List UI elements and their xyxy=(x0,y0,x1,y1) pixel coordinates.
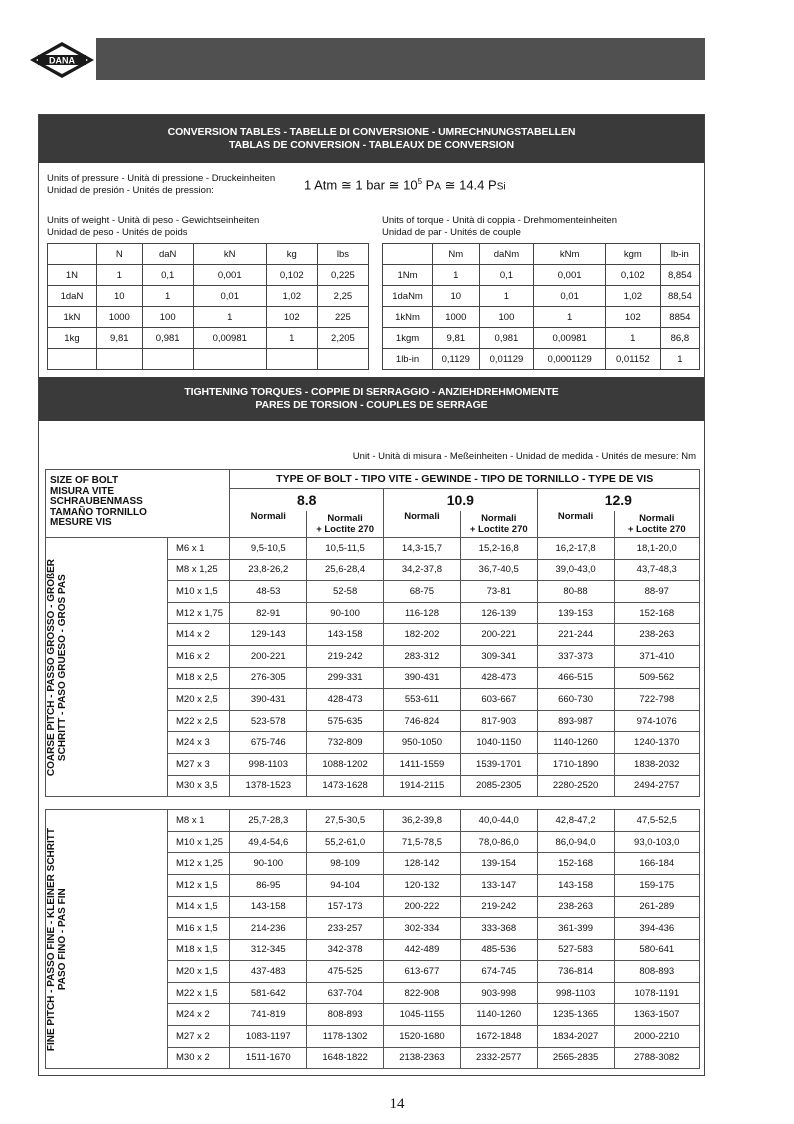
torque-units-row xyxy=(383,286,700,307)
bolt-size: M27 x 3 xyxy=(168,753,230,775)
bolt-size: M22 x 1,5 xyxy=(168,982,230,1004)
dana-logo xyxy=(28,40,96,80)
torque-units-cell: 1,02 xyxy=(605,286,660,307)
torque-value: 47,5-52,5 xyxy=(614,810,700,832)
torque-value: 736-814 xyxy=(537,961,614,983)
torque-value: 998-1103 xyxy=(537,982,614,1004)
torque-value: 152-168 xyxy=(537,853,614,875)
torque-value: 16,2-17,8 xyxy=(537,538,614,560)
bolt-size: M14 x 2 xyxy=(168,624,230,646)
bolt-size: M24 x 3 xyxy=(168,732,230,754)
torque-value: 18,1-20,0 xyxy=(614,538,700,560)
torque-value: 808-893 xyxy=(614,961,700,983)
torque-value: 580-641 xyxy=(614,939,700,961)
weight-table xyxy=(47,243,369,370)
torque-value: 613-677 xyxy=(384,961,461,983)
col-normali-loctite: Normali + Loctite 270 xyxy=(307,511,384,538)
torque-value: 527-583 xyxy=(537,939,614,961)
torque-value: 1045-1155 xyxy=(384,1004,461,1026)
torque-value: 1473-1628 xyxy=(307,775,384,797)
conversion-title xyxy=(39,115,704,163)
coarse-label-cell xyxy=(46,538,168,797)
bolt-size: M12 x 1,75 xyxy=(168,602,230,624)
torque-value: 23,8-26,2 xyxy=(230,559,307,581)
weight-cell: 9,81 xyxy=(96,328,142,349)
torque-value: 139-153 xyxy=(537,602,614,624)
torque-units-cell: 88,54 xyxy=(660,286,699,307)
torque-value: 509-562 xyxy=(614,667,700,689)
bolt-size: M8 x 1,25 xyxy=(168,559,230,581)
torque-value: 159-175 xyxy=(614,874,700,896)
weight-label-line2: Unidad de peso - Unités de poids xyxy=(47,226,188,238)
torque-value: 48-53 xyxy=(230,581,307,603)
weight-cell xyxy=(142,349,193,370)
bolt-size: M30 x 3,5 xyxy=(168,775,230,797)
torque-value: 371-410 xyxy=(614,645,700,667)
bolt-size: M30 x 2 xyxy=(168,1047,230,1069)
weight-cell xyxy=(266,349,317,370)
torque-value: 309-341 xyxy=(460,645,537,667)
weight-label-line1: Units of weight - Unità di peso - Gewichtseinheiten xyxy=(47,215,260,226)
weight-cell: 0,102 xyxy=(266,265,317,286)
torque-units-cell: 0,0001129 xyxy=(534,349,606,370)
brand-name: DANA xyxy=(49,55,75,66)
grade-12-9: 12.9 xyxy=(537,489,699,512)
weight-header-cell: daN xyxy=(142,244,193,265)
torque-value: 2565-2835 xyxy=(537,1047,614,1069)
bolt-size: M18 x 2,5 xyxy=(168,667,230,689)
bolt-size: M10 x 1,5 xyxy=(168,581,230,603)
torque-units-cell: 102 xyxy=(605,307,660,328)
torque-value: 466-515 xyxy=(537,667,614,689)
torque-value: 261-289 xyxy=(614,896,700,918)
weight-cell: 0,981 xyxy=(142,328,193,349)
torque-value: 722-798 xyxy=(614,689,700,711)
torque-value: 55,2-61,0 xyxy=(307,831,384,853)
weight-header-cell: kN xyxy=(193,244,266,265)
torque-value: 1040-1150 xyxy=(460,732,537,754)
torque-value: 333-368 xyxy=(460,918,537,940)
bolt-size: M27 x 2 xyxy=(168,1026,230,1048)
torque-units-header-cell: daNm xyxy=(479,244,534,265)
torque-value: 2280-2520 xyxy=(537,775,614,797)
torque-value: 86,0-94,0 xyxy=(537,831,614,853)
torque-units-cell: 8,854 xyxy=(660,265,699,286)
torque-value: 674-745 xyxy=(460,961,537,983)
weight-cell: 225 xyxy=(317,307,368,328)
torque-units-cell: 0,102 xyxy=(605,265,660,286)
torque-value: 283-312 xyxy=(384,645,461,667)
weight-row xyxy=(48,349,369,370)
torque-units-cell: 1Nm xyxy=(383,265,433,286)
torque-value: 581-642 xyxy=(230,982,307,1004)
tightening-title-line1: TIGHTENING TORQUES - COPPIE DI SERRAGGIO - ANZIEHDREHMOMENTE xyxy=(184,386,559,398)
torque-value: 139-154 xyxy=(460,853,537,875)
type-of-bolt-header: TYPE OF BOLT - TIPO VITE - GEWINDE - TIPO DE TORNILLO - TYPE DE VIS xyxy=(230,470,700,489)
torque-value: 80-88 xyxy=(537,581,614,603)
weight-cell: 0,001 xyxy=(193,265,266,286)
torque-units-cell: 1 xyxy=(534,307,606,328)
torque-value: 39,0-43,0 xyxy=(537,559,614,581)
torque-value: 27,5-30,5 xyxy=(307,810,384,832)
torque-units-cell: 0,00981 xyxy=(534,328,606,349)
col-normali: Normali xyxy=(230,511,307,538)
bolt-size: M10 x 1,25 xyxy=(168,831,230,853)
coarse-row xyxy=(46,538,700,560)
torque-value: 88-97 xyxy=(614,581,700,603)
pressure-formula: 1 Atm ≅ 1 bar ≅ $10^5$ PA ≅ 14.4 PSi xyxy=(304,177,506,193)
torque-value: 2494-2757 xyxy=(614,775,700,797)
torque-units-cell: 100 xyxy=(479,307,534,328)
torque-value: 1914-2115 xyxy=(384,775,461,797)
torque-value: 675-746 xyxy=(230,732,307,754)
weight-label xyxy=(47,215,259,238)
torque-units-header-cell: kNm xyxy=(534,244,606,265)
fine-label-cell xyxy=(46,810,168,1069)
torque-value: 974-1076 xyxy=(614,710,700,732)
torque-value: 746-824 xyxy=(384,710,461,732)
torque-value: 82-91 xyxy=(230,602,307,624)
weight-cell: 0,00981 xyxy=(193,328,266,349)
torque-value: 437-483 xyxy=(230,961,307,983)
torque-value: 732-809 xyxy=(307,732,384,754)
conversion-title-line1: CONVERSION TABLES - TABELLE DI CONVERSIONE - UMRECHNUNGSTABELLEN xyxy=(167,126,576,138)
torque-value: 276-305 xyxy=(230,667,307,689)
torque-units-cell: 1000 xyxy=(433,307,479,328)
torque-value: 299-331 xyxy=(307,667,384,689)
torque-units-cell: 0,01152 xyxy=(605,349,660,370)
torque-value: 1240-1370 xyxy=(614,732,700,754)
torque-value: 1511-1670 xyxy=(230,1047,307,1069)
col-normali: Normali xyxy=(384,511,461,538)
torque-value: 998-1103 xyxy=(230,753,307,775)
col-normali-loctite: Normali + Loctite 270 xyxy=(614,511,700,538)
torque-value: 822-908 xyxy=(384,982,461,1004)
bolt-size: M22 x 2,5 xyxy=(168,710,230,732)
bolt-size: M12 x 1,5 xyxy=(168,874,230,896)
torque-value: 1520-1680 xyxy=(384,1026,461,1048)
torque-value: 157-173 xyxy=(307,896,384,918)
torque-value: 14,3-15,7 xyxy=(384,538,461,560)
torque-value: 40,0-44,0 xyxy=(460,810,537,832)
torque-value: 90-100 xyxy=(307,602,384,624)
torque-units-cell: 0,981 xyxy=(479,328,534,349)
torque-value: 86-95 xyxy=(230,874,307,896)
torque-units-cell: 1 xyxy=(660,349,699,370)
weight-row xyxy=(48,265,369,286)
torque-value: 361-399 xyxy=(537,918,614,940)
torque-value: 143-158 xyxy=(230,896,307,918)
torque-units-cell: 1daNm xyxy=(383,286,433,307)
torque-units-cell: 1kgm xyxy=(383,328,433,349)
torque-value: 1140-1260 xyxy=(460,1004,537,1026)
weight-cell: 1daN xyxy=(48,286,97,307)
torque-value: 233-257 xyxy=(307,918,384,940)
bolt-size: M24 x 2 xyxy=(168,1004,230,1026)
torque-value: 1838-2032 xyxy=(614,753,700,775)
torque-value: 2138-2363 xyxy=(384,1047,461,1069)
torque-units-header-cell: Nm xyxy=(433,244,479,265)
torque-value: 133-147 xyxy=(460,874,537,896)
torque-value: 1648-1822 xyxy=(307,1047,384,1069)
weight-header-cell xyxy=(48,244,97,265)
torque-value: 302-334 xyxy=(384,918,461,940)
torque-value: 1672-1848 xyxy=(460,1026,537,1048)
torque-value: 129-143 xyxy=(230,624,307,646)
weight-cell xyxy=(193,349,266,370)
torque-value: 71,5-78,5 xyxy=(384,831,461,853)
bolt-size: M20 x 2,5 xyxy=(168,689,230,711)
torque-value: 15,2-16,8 xyxy=(460,538,537,560)
weight-cell: 1kN xyxy=(48,307,97,328)
torque-value: 893-987 xyxy=(537,710,614,732)
torque-value: 98-109 xyxy=(307,853,384,875)
torque-value: 36,2-39,8 xyxy=(384,810,461,832)
bolt-size: M8 x 1 xyxy=(168,810,230,832)
torque-value: 42,8-47,2 xyxy=(537,810,614,832)
weight-header-cell: kg xyxy=(266,244,317,265)
torque-value: 143-158 xyxy=(307,624,384,646)
weight-cell: 0,225 xyxy=(317,265,368,286)
torque-value: 950-1050 xyxy=(384,732,461,754)
torque-units-label xyxy=(382,215,617,238)
torque-units-cell: 1lb-in xyxy=(383,349,433,370)
torque-units-cell: 8854 xyxy=(660,307,699,328)
torque-value: 475-525 xyxy=(307,961,384,983)
torque-value: 214-236 xyxy=(230,918,307,940)
torque-units-row xyxy=(383,307,700,328)
torque-value: 394-436 xyxy=(614,918,700,940)
torque-value: 166-184 xyxy=(614,853,700,875)
weight-cell xyxy=(48,349,97,370)
torque-value: 10,5-11,5 xyxy=(307,538,384,560)
torque-units-row xyxy=(383,265,700,286)
torque-units-cell: 0,001 xyxy=(534,265,606,286)
weight-cell xyxy=(317,349,368,370)
weight-cell: 102 xyxy=(266,307,317,328)
col-normali-loctite: Normali + Loctite 270 xyxy=(460,511,537,538)
bolt-size: M16 x 2 xyxy=(168,645,230,667)
weight-row xyxy=(48,286,369,307)
torque-value: 68-75 xyxy=(384,581,461,603)
torque-units-label-line1: Units of torque - Unità di coppia - Drehmomenteinheiten xyxy=(382,215,617,226)
pressure-label-line2: Unidad de presión - Unités de pression: xyxy=(47,184,214,196)
torque-value: 390-431 xyxy=(230,689,307,711)
weight-row xyxy=(48,307,369,328)
pressure-label-line1: Units of pressure - Unità di pressione - Druckeinheiten xyxy=(47,173,276,184)
torque-value: 485-536 xyxy=(460,939,537,961)
weight-cell: 1N xyxy=(48,265,97,286)
torque-value: 221-244 xyxy=(537,624,614,646)
torque-units-header-cell: lb-in xyxy=(660,244,699,265)
torque-value: 523-578 xyxy=(230,710,307,732)
torque-value: 120-132 xyxy=(384,874,461,896)
torque-value: 116-128 xyxy=(384,602,461,624)
size-of-bolt-header: SIZE OF BOLT MISURA VITE SCHRAUBENMASS TAMAÑO TORNILLO MESURE VIS xyxy=(46,470,230,538)
grade-10-9: 10.9 xyxy=(384,489,538,512)
torque-units-cell: 10 xyxy=(433,286,479,307)
torque-value: 25,7-28,3 xyxy=(230,810,307,832)
torque-units-cell: 0,1129 xyxy=(433,349,479,370)
torque-value: 43,7-48,3 xyxy=(614,559,700,581)
torque-units-cell: 1kNm xyxy=(383,307,433,328)
torque-value: 52-58 xyxy=(307,581,384,603)
section-gap-cell xyxy=(46,797,700,810)
weight-cell: 0,01 xyxy=(193,286,266,307)
torque-value: 238-263 xyxy=(614,624,700,646)
torque-value: 1235-1365 xyxy=(537,1004,614,1026)
torque-value: 808-893 xyxy=(307,1004,384,1026)
bolt-size: M20 x 1,5 xyxy=(168,961,230,983)
torque-value: 34,2-37,8 xyxy=(384,559,461,581)
conversion-title-line2: TABLAS DE CONVERSION - TABLEAUX DE CONVERSION xyxy=(228,139,515,151)
torque-value: 1834-2027 xyxy=(537,1026,614,1048)
torque-value: 2788-3082 xyxy=(614,1047,700,1069)
torque-value: 637-704 xyxy=(307,982,384,1004)
bolt-size: M12 x 1,25 xyxy=(168,853,230,875)
torque-units-table xyxy=(382,243,700,370)
bolt-size: M16 x 1,5 xyxy=(168,918,230,940)
bolt-size: M14 x 1,5 xyxy=(168,896,230,918)
torque-units-cell: 9,81 xyxy=(433,328,479,349)
torque-value: 1140-1260 xyxy=(537,732,614,754)
bolt-size: M18 x 1,5 xyxy=(168,939,230,961)
torque-value: 442-489 xyxy=(384,939,461,961)
bolt-size: M6 x 1 xyxy=(168,538,230,560)
torque-units-cell: 1 xyxy=(605,328,660,349)
torque-value: 553-611 xyxy=(384,689,461,711)
torque-value: 1178-1302 xyxy=(307,1026,384,1048)
fine-label: FINE PITCH - PASSO FINE - KLEINER SCHRITT PASO FINO - PAS FIN xyxy=(46,827,68,1051)
col-normali: Normali xyxy=(537,511,614,538)
weight-cell: 1kg xyxy=(48,328,97,349)
weight-row xyxy=(48,328,369,349)
torque-value: 428-473 xyxy=(307,689,384,711)
torque-value: 903-998 xyxy=(460,982,537,1004)
torque-value: 182-202 xyxy=(384,624,461,646)
torque-value: 312-345 xyxy=(230,939,307,961)
torque-value: 9,5-10,5 xyxy=(230,538,307,560)
page-number: 14 xyxy=(389,1096,405,1112)
torque-value: 143-158 xyxy=(537,874,614,896)
weight-cell: 1 xyxy=(142,286,193,307)
torque-value: 200-221 xyxy=(460,624,537,646)
torque-units-cell: 86,8 xyxy=(660,328,699,349)
torque-value: 25,6-28,4 xyxy=(307,559,384,581)
torque-value: 152-168 xyxy=(614,602,700,624)
weight-cell: 0,1 xyxy=(142,265,193,286)
torque-value: 238-263 xyxy=(537,896,614,918)
weight-header-cell: N xyxy=(96,244,142,265)
torque-value: 390-431 xyxy=(384,667,461,689)
weight-cell: 10 xyxy=(96,286,142,307)
unit-line: Unit - Unità di misura - Meßeinheiten - Unidad de medida - Unités de mesure: Nm xyxy=(352,451,696,462)
torque-units-cell: 0,01 xyxy=(534,286,606,307)
torque-value: 36,7-40,5 xyxy=(460,559,537,581)
torque-value: 126-139 xyxy=(460,602,537,624)
torque-value: 817-903 xyxy=(460,710,537,732)
torque-value: 1083-1197 xyxy=(230,1026,307,1048)
weight-cell xyxy=(96,349,142,370)
section-gap xyxy=(46,797,700,810)
weight-header-cell: lbs xyxy=(317,244,368,265)
weight-cell: 100 xyxy=(142,307,193,328)
torque-value: 1710-1890 xyxy=(537,753,614,775)
weight-cell: 1 xyxy=(266,328,317,349)
torque-value: 128-142 xyxy=(384,853,461,875)
torque-value: 1378-1523 xyxy=(230,775,307,797)
torque-units-cell: 1 xyxy=(479,286,534,307)
weight-cell: 1 xyxy=(96,265,142,286)
torque-units-header-cell xyxy=(383,244,433,265)
torque-value: 741-819 xyxy=(230,1004,307,1026)
coarse-label: COARSE PITCH - PASSO GROSSO - GROßER SCHRITT - PASO GRUESO - GROS PAS xyxy=(46,558,68,776)
torque-value: 337-373 xyxy=(537,645,614,667)
torque-value: 200-222 xyxy=(384,896,461,918)
torque-value: 200-221 xyxy=(230,645,307,667)
torque-units-cell: 0,1 xyxy=(479,265,534,286)
torque-value: 1411-1559 xyxy=(384,753,461,775)
torque-value: 93,0-103,0 xyxy=(614,831,700,853)
content-frame xyxy=(38,114,705,1076)
torque-value: 603-667 xyxy=(460,689,537,711)
torque-value: 342-378 xyxy=(307,939,384,961)
torque-value: 1088-1202 xyxy=(307,753,384,775)
tightening-title-line2: PARES DE TORSION - COUPLES DE SERRAGE xyxy=(255,399,488,411)
weight-cell: 2,25 xyxy=(317,286,368,307)
torque-units-label-line2: Unidad de par - Unités de couple xyxy=(382,226,521,238)
pressure-label xyxy=(47,173,275,196)
torque-value: 660-730 xyxy=(537,689,614,711)
torque-value: 78,0-86,0 xyxy=(460,831,537,853)
torque-units-cell: 1 xyxy=(433,265,479,286)
weight-cell: 1000 xyxy=(96,307,142,328)
torque-units-row xyxy=(383,328,700,349)
torque-value: 2332-2577 xyxy=(460,1047,537,1069)
fine-row xyxy=(46,810,700,832)
torque-units-cell: 0,01129 xyxy=(479,349,534,370)
torque-value: 1078-1191 xyxy=(614,982,700,1004)
weight-cell: 2,205 xyxy=(317,328,368,349)
grade-8-8: 8.8 xyxy=(230,489,384,512)
torque-value: 219-242 xyxy=(307,645,384,667)
weight-cell: 1 xyxy=(193,307,266,328)
torque-value: 90-100 xyxy=(230,853,307,875)
torque-value: 2000-2210 xyxy=(614,1026,700,1048)
header-bar xyxy=(96,38,705,80)
torque-units-row xyxy=(383,349,700,370)
torque-value: 73-81 xyxy=(460,581,537,603)
tightening-table xyxy=(45,469,700,1069)
torque-value: 94-104 xyxy=(307,874,384,896)
torque-value: 428-473 xyxy=(460,667,537,689)
weight-cell: 1,02 xyxy=(266,286,317,307)
tightening-title xyxy=(39,377,704,421)
torque-value: 2085-2305 xyxy=(460,775,537,797)
torque-value: 219-242 xyxy=(460,896,537,918)
torque-value: 575-635 xyxy=(307,710,384,732)
torque-units-header-cell: kgm xyxy=(605,244,660,265)
torque-value: 49,4-54,6 xyxy=(230,831,307,853)
torque-value: 1363-1507 xyxy=(614,1004,700,1026)
torque-value: 1539-1701 xyxy=(460,753,537,775)
